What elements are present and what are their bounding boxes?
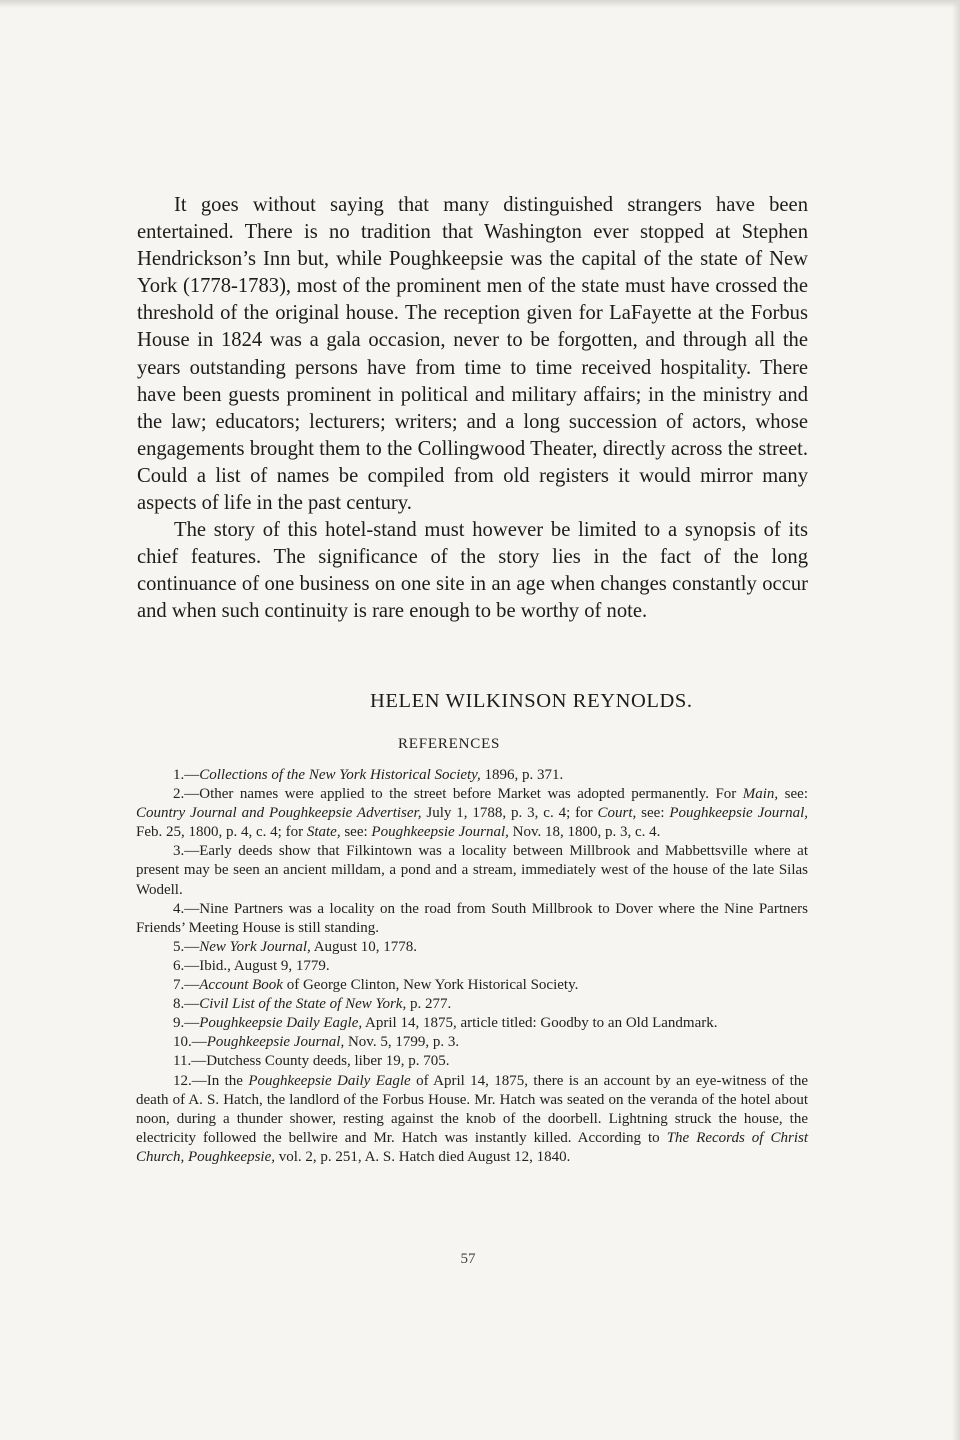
reference-item — [136, 1072, 808, 1167]
reference-item — [136, 995, 808, 1014]
reference-italic-text: Court, — [597, 805, 637, 822]
reference-text: August 10, 1778. — [310, 938, 418, 955]
reference-item — [136, 1033, 808, 1052]
references-heading: REFERENCES — [398, 736, 501, 752]
reference-text: p. 277. — [406, 996, 452, 1013]
page-edge-shadow-top — [0, 0, 960, 8]
reference-text: Nov. 5, 1799, p. 3. — [344, 1034, 460, 1051]
body-text — [137, 192, 808, 626]
reference-text: 4.—Nine Partners was a locality on the road from South Millbrook to Dover where the Nine Partners Friends’ Meeting House is still standing. — [136, 900, 808, 936]
reference-text: see: — [340, 824, 372, 841]
reference-italic-text: Collections of the New York Historical Society, — [199, 767, 481, 783]
reference-item — [136, 976, 808, 995]
reference-item — [136, 900, 808, 938]
page-edge-shadow-right — [952, 0, 960, 1440]
reference-item — [136, 938, 808, 957]
reference-item — [136, 957, 808, 976]
reference-text: 6.—Ibid., August 9, 1779. — [173, 957, 330, 974]
reference-text: 1896, p. 371. — [480, 767, 564, 783]
reference-text: vol. 2, p. 251, A. S. Hatch died August 12, 1840. — [275, 1148, 571, 1165]
reference-text: July 1, 1788, p. 3, c. 4; for — [421, 805, 598, 822]
reference-italic-text: Poughkeepsie Journal, — [669, 805, 808, 822]
reference-text: 12.—In the — [173, 1072, 249, 1089]
reference-text: 7.— — [173, 977, 200, 994]
reference-italic-text: Civil List of the State of New York, — [199, 996, 407, 1013]
reference-text: 9.— — [173, 1015, 200, 1032]
reference-item — [136, 842, 808, 899]
reference-text: April 14, 1875, article titled: Goodby to an Old Landmark. — [362, 1015, 718, 1032]
reference-text: 5.— — [173, 938, 200, 955]
reference-italic-text: New York Journal, — [199, 938, 311, 955]
reference-text: 10.— — [173, 1034, 207, 1051]
reference-italic-text: Country Journal and Poughkeepsie Advertiser, — [136, 805, 422, 822]
reference-italic-text: State, — [306, 824, 341, 841]
reference-item — [136, 785, 808, 842]
reference-text: Nov. 18, 1800, p. 3, c. 4. — [508, 824, 661, 841]
reference-italic-text: The Records of Christ Church, Poughkeepsie, — [136, 1129, 809, 1165]
page-number: 57 — [460, 1251, 476, 1267]
reference-text: see: — [636, 805, 670, 822]
reference-item — [136, 766, 808, 785]
reference-text: 3.—Early deeds show that Filkintown was a locality between Millbrook and Mabbettsville where at present may be seen an ancient milldam, a pond and a stream, immediately west of the house of the late Silas Wodell. — [136, 843, 808, 898]
reference-italic-text: Main, — [742, 786, 779, 803]
reference-text: 2.—Other names were applied to the street before Market was adopted permanently. For — [173, 786, 743, 803]
reference-italic-text: Account Book — [199, 977, 283, 994]
references-list — [136, 766, 808, 1167]
reference-text: of April 14, 1875, there is an account by an eye-witness of the death of A. S. Hatch, the landlord of the Forbus House. Mr. Hatch was seated on the veranda of the hotel about noon, during a thunder shower, resting against the knob of the doorbell. Lightning struck the house, the electricity followed the bellwire and Mr. Hatch was instantly killed. According to — [136, 1072, 808, 1146]
reference-text: 11.—Dutchess County deeds, liber 19, p. 705. — [173, 1053, 450, 1070]
reference-text: see: — [778, 786, 808, 803]
reference-italic-text: Poughkeepsie Daily Eagle — [248, 1072, 411, 1089]
reference-item — [136, 1052, 808, 1071]
reference-italic-text: Poughkeepsie Journal, — [206, 1034, 345, 1051]
paragraph-guests: It goes without saying that many distinguished strangers have been entertained. There is no tradition that Washington ever stopped at Stephen Hendrickson’s Inn but, while Poughkeepsie was the capital of the state of New York (1778-1783), most of the prominent men of the state must have crossed the threshold of the original house. The reception given for LaFayette at the Forbus House in 1824 was a gala occasion, never to be forgotten, and through all the years outstanding persons have from time to time received hospitality. There have been guests prominent in political and military affairs; in the ministry and the law; educators; lecturers; writers; and a long succession of actors, whose engagements brought them to the Collingwood Theater, directly across the street. Could a list of names be compiled from old registers it would mirror many aspects of life in the past century. — [137, 194, 808, 515]
reference-text: Feb. 25, 1800, p. 4, c. 4; for — [136, 824, 307, 841]
author-signature: HELEN WILKINSON REYNOLDS. — [370, 690, 693, 712]
reference-italic-text: Poughkeepsie Daily Eagle, — [199, 1015, 363, 1032]
reference-item — [136, 1014, 808, 1033]
reference-text: of George Clinton, New York Historical Society. — [282, 977, 579, 994]
reference-text: 1.— — [173, 767, 200, 783]
paragraph-synopsis: The story of this hotel-stand must however be limited to a synopsis of its chief features. The significance of the story lies in the fact of the long continuance of one business on one site in an age when changes constantly occur and when such continuity is rare enough to be worthy of note. — [137, 519, 808, 623]
reference-text: 8.— — [173, 996, 200, 1013]
reference-italic-text: Poughkeepsie Journal, — [371, 824, 509, 841]
